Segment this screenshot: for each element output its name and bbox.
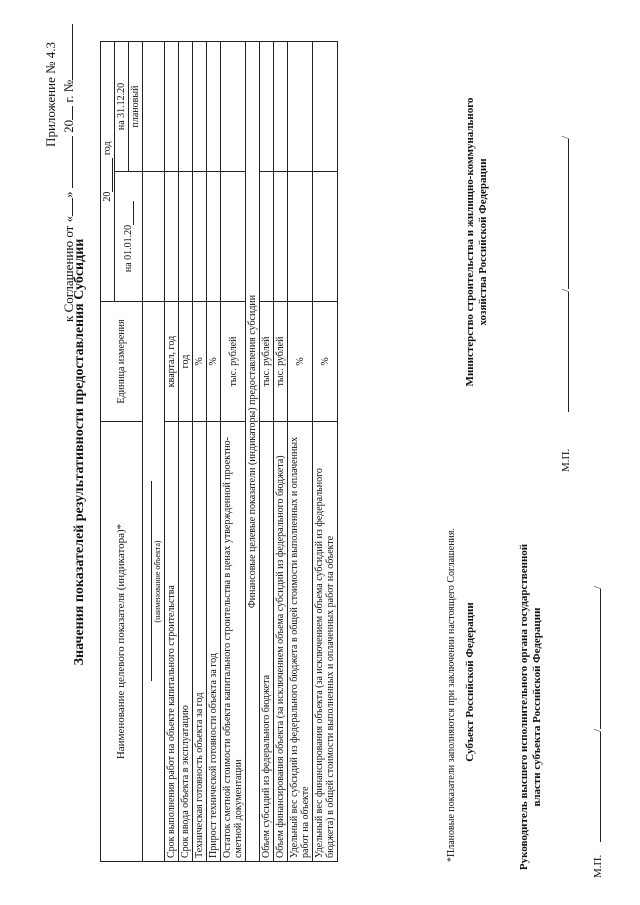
agreement-suffix: г. № — [61, 79, 76, 103]
indicator-unit: % — [207, 302, 221, 422]
value-cell — [313, 42, 338, 172]
table-row — [193, 42, 207, 862]
value-cell — [179, 172, 193, 302]
signature-slash: / — [592, 728, 604, 732]
table-row — [274, 42, 288, 862]
value-cell — [288, 42, 313, 172]
stamp-place-right: М.П. — [560, 448, 572, 472]
indicator-name: Удельный вес субсидий из федерального бюджета в общей стоимости выполненных и оплаченных работ на объекте — [288, 422, 313, 862]
value-cell — [221, 42, 246, 172]
table-row — [179, 42, 193, 862]
value-cell — [193, 172, 207, 302]
indicator-unit: квартал, год — [165, 302, 179, 422]
indicator-unit: % — [288, 302, 313, 422]
column-header-name: Наименование целевого показателя (индикатора)* — [101, 422, 143, 862]
signature-slash: / — [592, 585, 604, 589]
indicators-table — [100, 41, 338, 862]
value-cell — [165, 172, 179, 302]
signature-line-left — [588, 586, 604, 842]
indicator-unit: тыс. рублей — [221, 302, 246, 422]
table-row — [260, 42, 274, 862]
object-cell-start — [143, 172, 165, 302]
subject-label: Субъект Российской Федерации — [464, 602, 476, 762]
appendix-number: Приложение № 4.3 — [43, 42, 58, 147]
signature-line-right — [556, 136, 572, 412]
agreement-mid: » — [61, 191, 76, 198]
column-header-date-end: на 31.12.20 — [115, 42, 129, 172]
indicator-name: Техническая готовность объекта за год — [193, 422, 207, 862]
indicator-name: Прирост технической готовности объекта за год — [207, 422, 221, 862]
date-start-label: на 01.01.20 — [123, 224, 134, 273]
year-suffix: год — [102, 141, 113, 156]
table-row — [313, 42, 338, 862]
indicator-unit: тыс. рублей — [260, 302, 274, 422]
regional-head-label: Руководитель высшего исполнительного органа государственной власти субъекта Российской Федерации — [518, 543, 543, 871]
column-header-date-start — [115, 172, 143, 302]
section-header-financial: Финансовые целевые показатели (индикаторы) предоставления субсидии — [246, 42, 260, 862]
indicator-unit: год — [179, 302, 193, 422]
indicator-name: Срок ввода объекта в эксплуатацию — [179, 422, 193, 862]
indicator-name: Удельный вес финансирования объекта (за исключением объема субсидий из федерального бюджета) в общей стоимости выполненных и оплаченных работ на объекте — [313, 422, 338, 862]
indicator-name: Срок выполнения работ на объекте капитального строительства — [165, 422, 179, 862]
object-name-row — [143, 302, 165, 862]
footnote: *Плановые показатели заполняются при заключении настоящего Соглашения. — [446, 528, 457, 862]
table-row — [207, 42, 221, 862]
table-row — [288, 42, 313, 862]
value-cell — [193, 42, 207, 172]
indicator-name: Объем субсидий из федерального бюджета — [260, 422, 274, 862]
column-header-year — [101, 42, 115, 302]
object-caption: (наименование объекта) — [153, 540, 162, 623]
table-row — [165, 42, 179, 862]
year-prefix: 20 — [102, 191, 113, 202]
landscape-sheet — [20, 22, 620, 882]
value-cell — [165, 42, 179, 172]
value-cell — [274, 42, 288, 172]
value-cell — [207, 172, 221, 302]
value-cell — [221, 172, 246, 302]
value-cell — [207, 42, 221, 172]
table-row — [221, 42, 246, 862]
value-cell — [313, 172, 338, 302]
indicator-unit: % — [313, 302, 338, 422]
value-cell — [179, 42, 193, 172]
document-title: Значения показателей результативности предоставления Субсидии — [72, 238, 87, 666]
stamp-place-left: М.П. — [592, 854, 604, 878]
indicator-name: Объем финансирования объекта (за исключением объема субсидий из федерального бюджета) — [274, 422, 288, 862]
value-cell — [260, 42, 274, 172]
indicator-unit: % — [193, 302, 207, 422]
agreement-year: 20 — [61, 119, 76, 133]
value-cell — [260, 172, 274, 302]
value-cell — [288, 172, 313, 302]
indicator-name: Остаток сметной стоимости объекта капитального строительства в ценах утвержденной проектно-сметной документации — [221, 422, 246, 862]
value-cell — [274, 172, 288, 302]
column-header-planned: плановый — [129, 42, 143, 172]
signature-slash: / — [560, 288, 572, 292]
agreement-prefix: к Соглашению от « — [61, 215, 76, 322]
signature-slash: / — [560, 135, 572, 139]
object-cell-end — [143, 42, 165, 172]
indicator-unit: тыс. рублей — [274, 302, 288, 422]
column-header-unit: Единица измерения — [101, 302, 143, 422]
ministry-label: Министерство строительства и жилищно-коммунального хозяйства Российской Федерации — [464, 97, 489, 387]
